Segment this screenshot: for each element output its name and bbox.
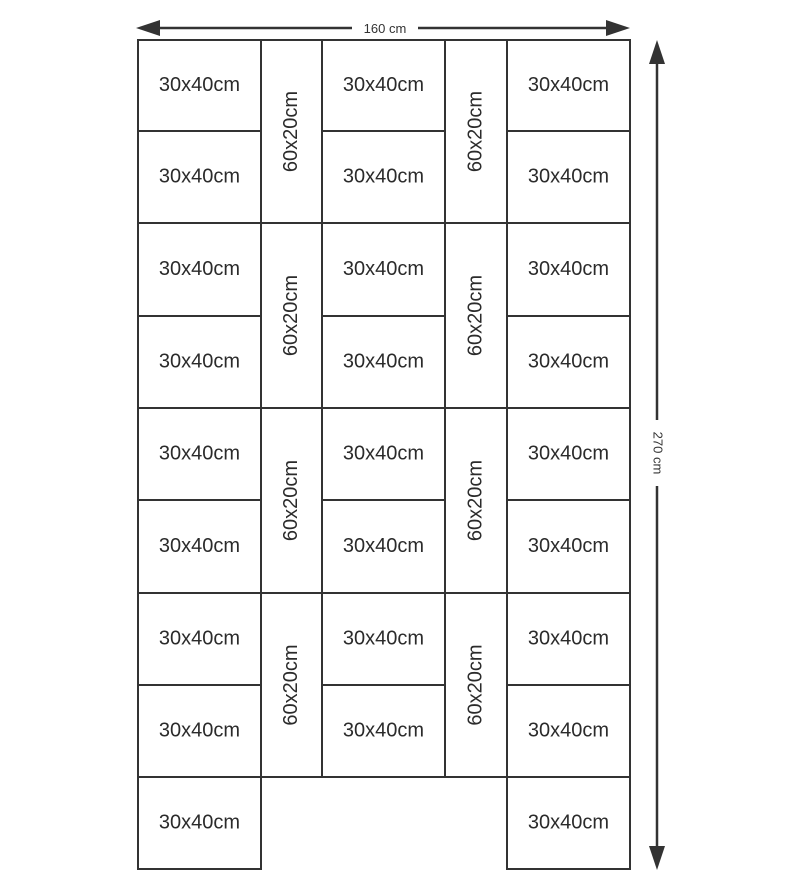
panel-label: 60x20cm xyxy=(464,274,487,357)
panel-label: 30x40cm xyxy=(342,73,425,96)
panel-30x40 xyxy=(507,593,630,685)
panel-30x40 xyxy=(138,685,261,777)
height-label: 270 cm xyxy=(650,431,666,475)
panel-label: 60x20cm xyxy=(279,274,302,357)
panel-60x20 xyxy=(445,593,507,777)
panel-30x40 xyxy=(507,777,630,869)
panel-label: 30x40cm xyxy=(342,442,425,465)
panel-label: 30x40cm xyxy=(158,73,241,96)
panel-30x40 xyxy=(322,593,445,685)
panel-label: 30x40cm xyxy=(527,534,610,557)
panel-label: 30x40cm xyxy=(527,627,610,650)
panel-30x40 xyxy=(138,777,261,869)
panel-30x40 xyxy=(322,131,445,223)
panel-30x40 xyxy=(138,500,261,593)
panel-30x40 xyxy=(322,223,445,316)
panel-30x40 xyxy=(138,408,261,500)
panel-label: 30x40cm xyxy=(342,350,425,373)
panel-label: 30x40cm xyxy=(342,627,425,650)
panel-60x20 xyxy=(261,223,322,408)
panel-60x20 xyxy=(261,593,322,777)
panel-30x40 xyxy=(138,593,261,685)
panel-label: 30x40cm xyxy=(342,534,425,557)
panel-label: 30x40cm xyxy=(158,350,241,373)
panel-60x20 xyxy=(261,40,322,223)
panel-label: 60x20cm xyxy=(464,644,487,726)
panel-label: 30x40cm xyxy=(158,811,241,834)
panel-30x40 xyxy=(507,685,630,777)
panel-30x40 xyxy=(507,40,630,131)
panel-30x40 xyxy=(138,40,261,131)
panel-30x40 xyxy=(322,500,445,593)
panel-label: 30x40cm xyxy=(158,165,241,188)
panel-60x20 xyxy=(445,223,507,408)
panel-label: 30x40cm xyxy=(527,442,610,465)
panel-label: 30x40cm xyxy=(527,165,610,188)
panel-label: 60x20cm xyxy=(279,644,302,726)
panel-30x40 xyxy=(138,316,261,408)
panel-label: 30x40cm xyxy=(342,719,425,742)
arrow-left-icon xyxy=(136,20,160,36)
panel-label: 30x40cm xyxy=(527,719,610,742)
panel-label: 60x20cm xyxy=(464,459,487,542)
panels xyxy=(138,40,630,869)
panel-30x40 xyxy=(507,408,630,500)
panel-label: 30x40cm xyxy=(527,350,610,373)
panel-60x20 xyxy=(261,408,322,593)
panel-label: 60x20cm xyxy=(279,90,302,173)
arrow-right-icon xyxy=(606,20,630,36)
panel-label: 60x20cm xyxy=(464,90,487,173)
panel-30x40 xyxy=(322,40,445,131)
panel-label: 30x40cm xyxy=(527,73,610,96)
panel-30x40 xyxy=(507,131,630,223)
panel-30x40 xyxy=(507,500,630,593)
panel-30x40 xyxy=(507,223,630,316)
arrow-down-icon xyxy=(649,846,665,870)
panel-label: 30x40cm xyxy=(342,257,425,280)
panel-label: 30x40cm xyxy=(158,627,241,650)
panel-label: 30x40cm xyxy=(158,534,241,557)
panel-label: 30x40cm xyxy=(158,257,241,280)
height-dimension xyxy=(649,40,666,870)
panel-label: 60x20cm xyxy=(279,459,302,542)
panel-60x20 xyxy=(445,408,507,593)
arrow-up-icon xyxy=(649,40,665,64)
panel-30x40 xyxy=(322,408,445,500)
panel-label: 30x40cm xyxy=(527,257,610,280)
panel-label: 30x40cm xyxy=(158,719,241,742)
panel-label: 30x40cm xyxy=(158,442,241,465)
panel-30x40 xyxy=(322,316,445,408)
panel-60x20 xyxy=(445,40,507,223)
panel-30x40 xyxy=(138,223,261,316)
panel-30x40 xyxy=(322,685,445,777)
panel-30x40 xyxy=(507,316,630,408)
panel-label: 30x40cm xyxy=(527,811,610,834)
panel-label: 30x40cm xyxy=(342,165,425,188)
width-label: 160 cm xyxy=(363,21,407,36)
panel-30x40 xyxy=(138,131,261,223)
width-dimension xyxy=(136,20,630,36)
